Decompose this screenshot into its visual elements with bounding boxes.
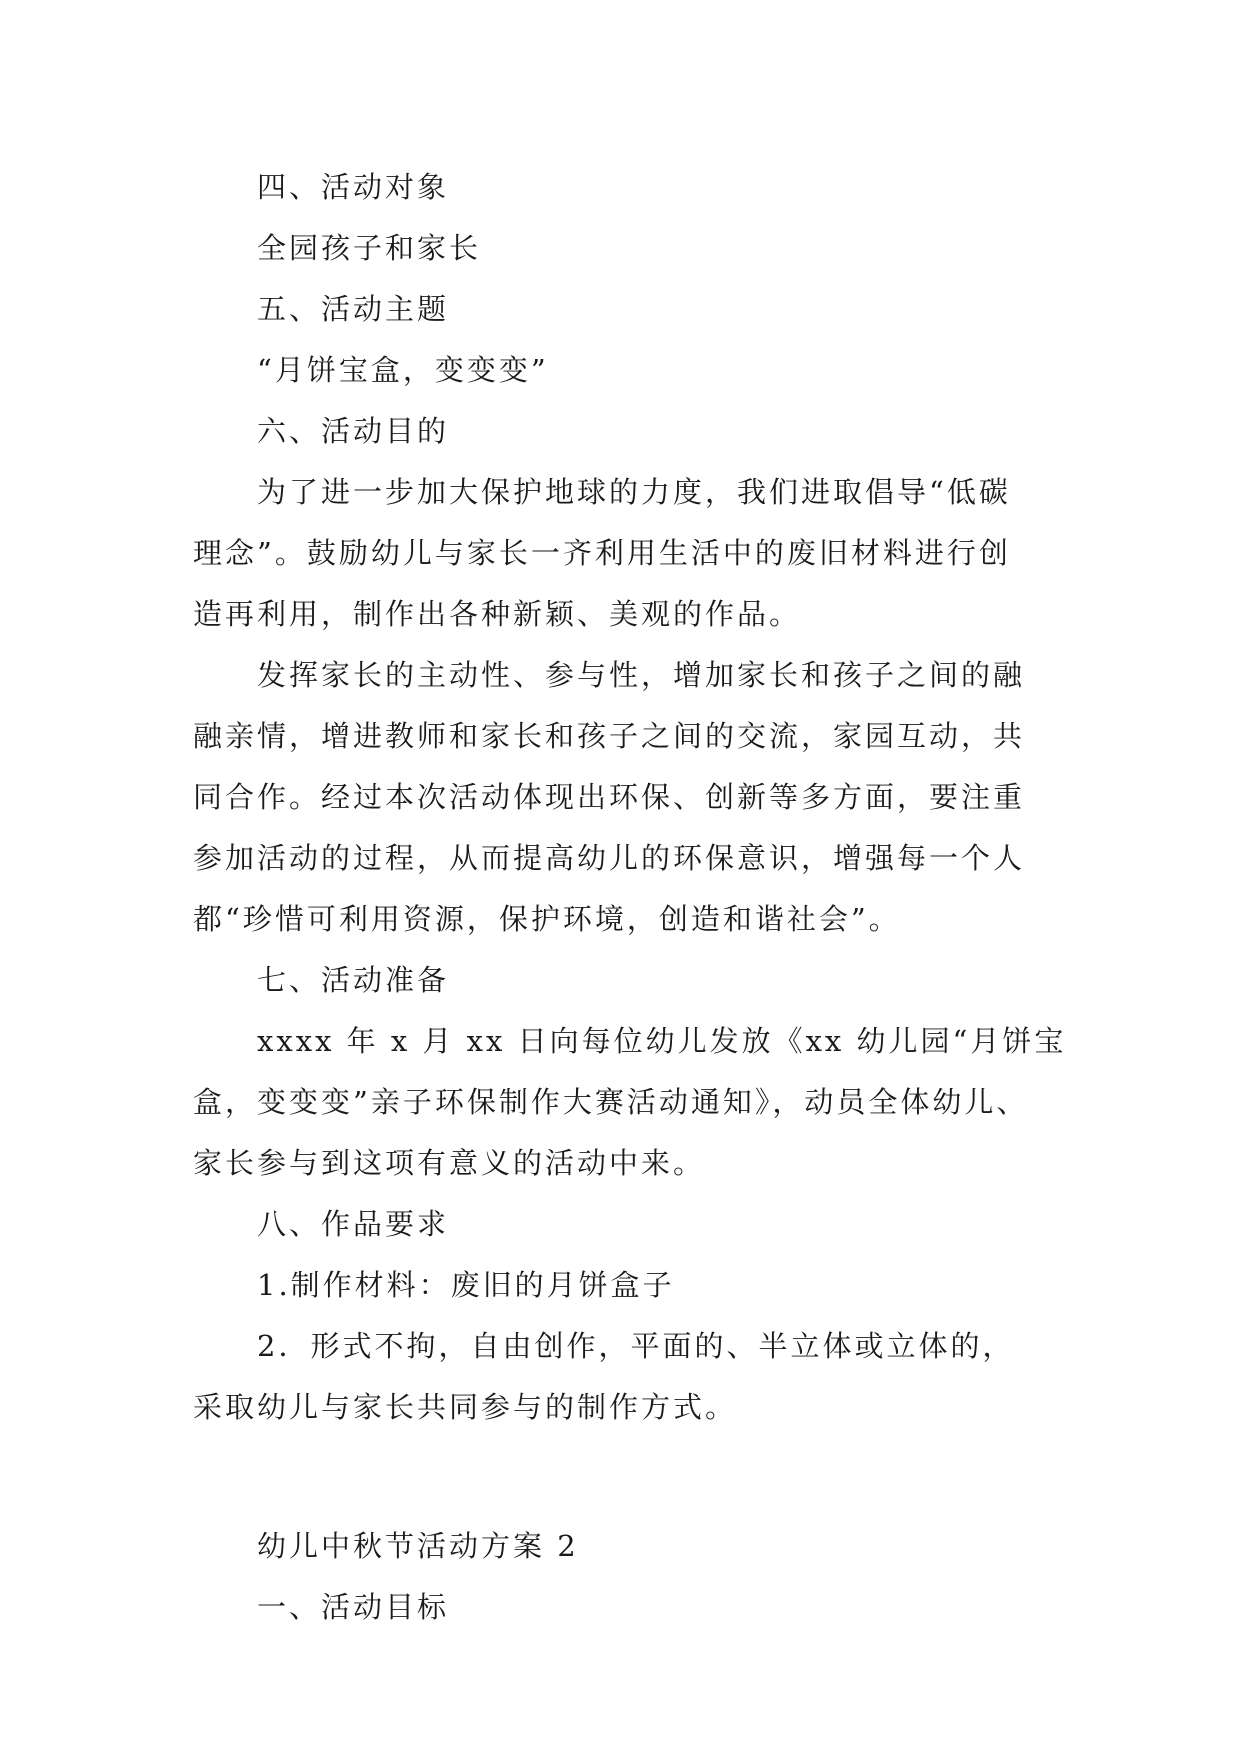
paragraph-line: 为了进一步加大保护地球的力度，我们进取倡导“低碳: [257, 475, 1011, 509]
section-heading-6: 六、活动目的: [257, 414, 450, 448]
document-body: [193, 157, 1073, 1638]
paragraph-line: 造再利用，制作出各种新颖、美观的作品。: [193, 597, 802, 631]
list-item: 2．形式不拘，自由创作，平面的、半立体或立体的，: [257, 1329, 1015, 1363]
paragraph-line: 融亲情，增进教师和家长和孩子之间的交流，家园互动，共: [193, 719, 1026, 753]
paragraph-line: 家长参与到这项有意义的活动中来。: [193, 1146, 706, 1180]
paragraph-line: 发挥家长的主动性、参与性，增加家长和孩子之间的融: [257, 658, 1026, 692]
section-heading-7: 七、活动准备: [257, 963, 450, 997]
list-item-continuation: 采取幼儿与家长共同参与的制作方式。: [193, 1390, 738, 1424]
paragraph-line: 同合作。经过本次活动体现出环保、创新等多方面，要注重: [193, 780, 1026, 814]
list-item: 1.制作材料：废旧的月饼盒子: [257, 1268, 675, 1302]
paragraph-line: 都“珍惜可利用资源，保护环境，创造和谐社会”。: [193, 902, 901, 936]
paragraph-line: 盒，变变变”亲子环保制作大赛活动通知》，动员全体幼儿、: [193, 1085, 1029, 1119]
section-heading-8: 八、作品要求: [257, 1207, 450, 1241]
section-title: 幼儿中秋节活动方案 2: [257, 1529, 579, 1563]
section-gap: [193, 1438, 1073, 1516]
section-heading-5: 五、活动主题: [257, 292, 450, 326]
section-heading-4: 四、活动对象: [257, 170, 450, 204]
paragraph-line: 参加活动的过程，从而提高幼儿的环保意识，增强每一个人: [193, 841, 1026, 875]
paragraph: 全园孩子和家长: [257, 231, 482, 265]
paragraph: “月饼宝盒，变变变”: [257, 353, 549, 387]
paragraph-line: xxxx 年 x 月 xx 日向每位幼儿发放《xx 幼儿园“月饼宝: [257, 1024, 1067, 1058]
paragraph-line: 理念”。鼓励幼儿与家长一齐利用生活中的废旧材料进行创: [193, 536, 1011, 570]
section-heading-1: 一、活动目标: [257, 1590, 450, 1624]
